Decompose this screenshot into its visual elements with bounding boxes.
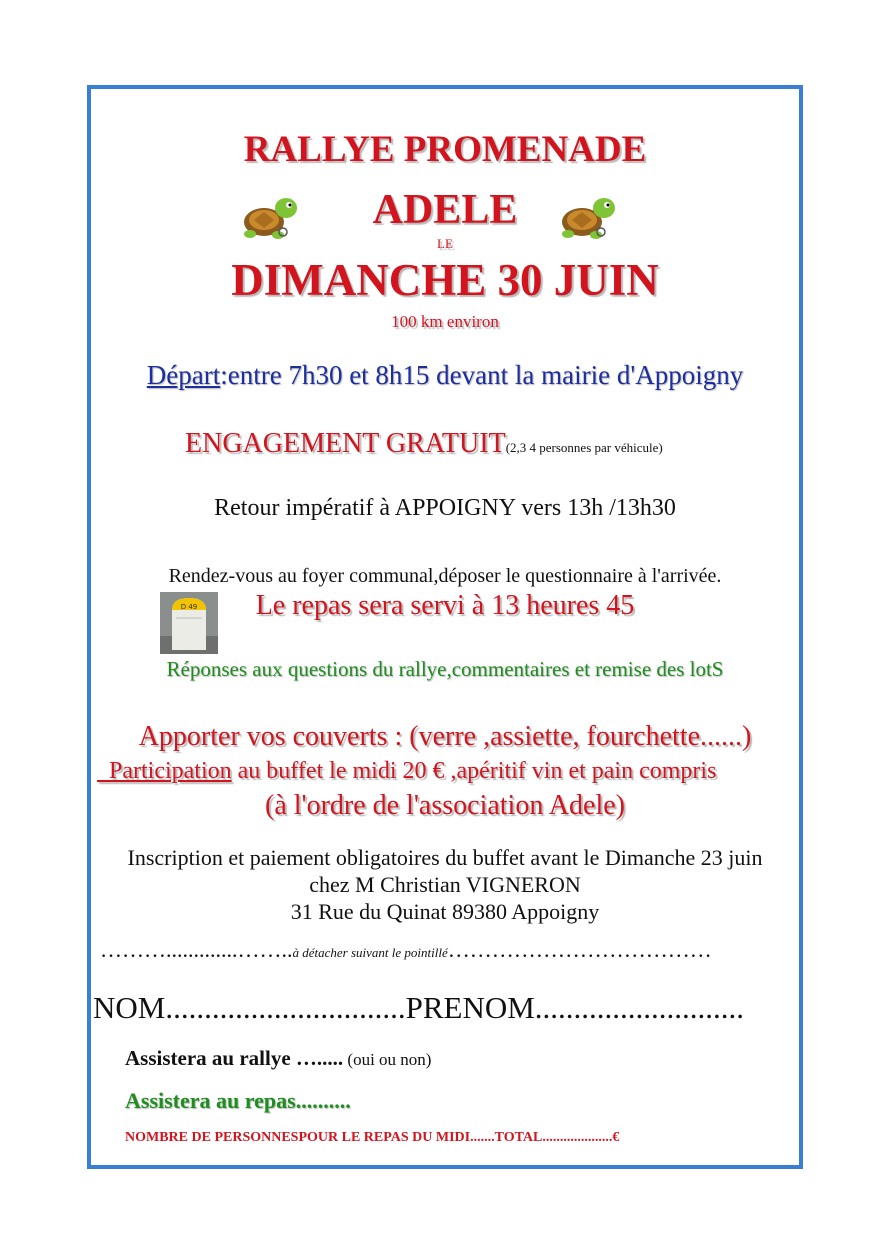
milestone-label: D 49 — [180, 603, 198, 611]
detach-line — [100, 937, 712, 963]
detacher: à détacher suivant le pointillé — [292, 945, 448, 960]
participation-text: au buffet le midi 20 € ,apéritif vin et pain compris — [231, 758, 717, 784]
poster-name: ADELE — [372, 187, 518, 233]
engagement-note: (2,3 4 personnes par véhicule) — [505, 440, 663, 455]
assistera-rallye-line — [125, 1046, 431, 1071]
ordre: (à l'ordre de l'association Adele) — [265, 790, 625, 821]
reponses: Réponses aux questions du rallye,commentaires et remise des lotS — [166, 657, 724, 681]
assistera-rallye: Assistera au rallye …..... — [125, 1046, 344, 1070]
engagement-line — [185, 428, 663, 460]
poster-date: DIMANCHE 30 JUIN — [231, 255, 659, 305]
oui-non: (oui ou non) — [343, 1050, 432, 1069]
dots-left: ……….............…….. — [100, 937, 293, 962]
nom-prenom: NOM...............................PRENOM........................... — [93, 990, 745, 1025]
depart-label: Départ — [146, 360, 221, 390]
depart-text: :entre 7h30 et 8h15 devant la mairie d'Appoigny — [220, 360, 744, 390]
dots-right: ……………………………… — [447, 937, 712, 962]
poster-le: LE — [437, 236, 453, 251]
rendezvous: Rendez-vous au foyer communal,déposer le questionnaire à l'arrivée. — [168, 565, 722, 587]
poster-distance: 100 km environ — [391, 312, 499, 331]
chez: chez M Christian VIGNERON — [309, 872, 581, 897]
assistera-repas: Assistera au repas.......... — [125, 1088, 351, 1113]
adresse: 31 Rue du Quinat 89380 Appoigny — [290, 899, 600, 924]
repas: Le repas sera servi à 13 heures 45 — [255, 590, 635, 621]
engagement: ENGAGEMENT GRATUIT — [185, 428, 506, 459]
participation-line — [97, 758, 716, 785]
poster-title: RALLYE PROMENADE — [243, 129, 647, 170]
depart-line — [0, 360, 890, 391]
apporter: Apporter vos couverts : (verre ,assiette, fourchette......) — [138, 721, 752, 752]
participation-label: Participation — [97, 758, 232, 784]
nombre-personnes: NOMBRE DE PERSONNESPOUR LE REPAS DU MIDI.......TOTAL....................€ — [125, 1130, 620, 1145]
retour: Retour impératif à APPOIGNY vers 13h /13h30 — [214, 495, 676, 521]
inscription: Inscription et paiement obligatoires du buffet avant le Dimanche 23 juin — [127, 845, 763, 870]
